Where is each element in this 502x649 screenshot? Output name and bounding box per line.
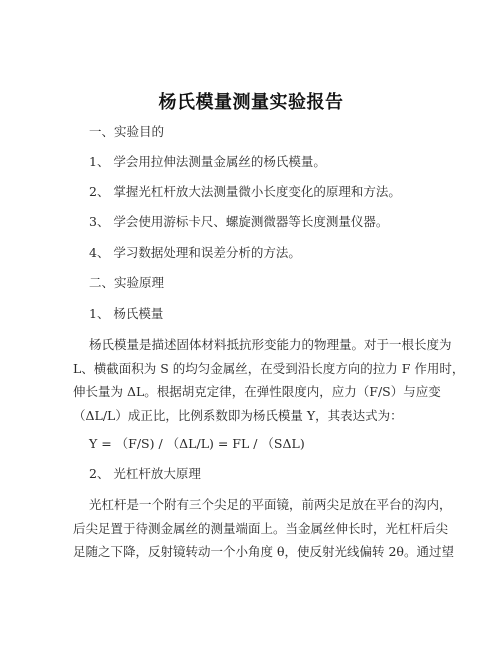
- purpose-item-3: 3、 学会使用游标卡尺、螺旋测微器等长度测量仪器。: [89, 214, 389, 229]
- youngs-modulus-paragraph: [73, 333, 465, 427]
- paragraph-line: 杨氏模量是描述固体材料抵抗形变能力的物理量。对于一根长度为: [89, 337, 452, 352]
- section-heading-principle: 二、实验原理: [89, 275, 165, 290]
- paragraph-line: （ΔL/L）成正比，比例系数即为杨氏模量 Y，其表达式为：: [73, 407, 403, 423]
- paragraph-line: 足随之下降，反射镜转动一个小角度 θ，使反射光线偏转 2θ。通过望: [73, 544, 454, 559]
- paragraph-line: 光杠杆是一个附有三个尖足的平面镜，前两尖足放在平台的沟内，: [89, 497, 452, 512]
- subsection-heading-youngs-modulus: 1、 杨氏模量: [89, 306, 164, 321]
- paragraph-line: 后尖足置于待测金属丝的测量端面上。当金属丝伸长时，光杠杆后尖: [73, 520, 449, 536]
- optical-lever-paragraph: [73, 493, 454, 564]
- purpose-item-2: 2、 掌握光杠杆放大法测量微小长度变化的原理和方法。: [89, 184, 401, 199]
- purpose-item-4: 4、 学习数据处理和误差分析的方法。: [89, 245, 301, 260]
- paragraph-line: L、横截面积为 S 的均匀金属丝，在受到沿长度方向的拉力 F 作用时，: [73, 360, 465, 376]
- youngs-modulus-formula: Y = （F/S) / （ΔL/L) = FL / （SΔL): [89, 436, 305, 451]
- document-title: 杨氏模量测量实验报告: [158, 92, 344, 113]
- subsection-heading-optical-lever: 2、 光杠杆放大原理: [89, 466, 201, 481]
- purpose-item-1: 1、 学会用拉伸法测量金属丝的杨氏模量。: [89, 154, 326, 169]
- paragraph-line: 伸长量为 ΔL。根据胡克定律，在弹性限度内，应力（F/S）与应变: [73, 384, 441, 399]
- section-heading-purpose: 一、实验目的: [89, 124, 165, 139]
